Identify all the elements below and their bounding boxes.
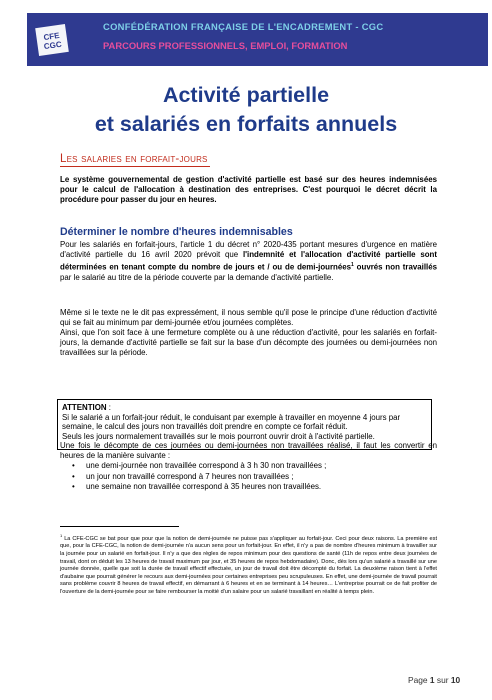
page-number <box>408 675 460 685</box>
footnote-number: 1 <box>60 533 63 538</box>
conversion-intro: Une fois le décompte de ces journées ou demi-journées non travaillées réalisé, il faut les convertir en heures de la manière suivante : <box>60 441 437 460</box>
header-subtitle: PARCOURS PROFESSIONNELS, EMPLOI, FORMATION <box>103 40 348 51</box>
svg-text:CGC: CGC <box>43 39 63 52</box>
footnote <box>60 532 437 597</box>
page-sep: sur <box>434 675 451 685</box>
list-item: • une demi-journée non travaillée correspond à 3 h 30 non travaillées ; <box>72 461 432 472</box>
closure-paragraph: Ainsi, que l'on soit face à une fermeture complète ou à une réduction d'activité, pour les salariés en forfait-jours, la demande d'activité partielle se fait sur la base d'un décompte des journées ou demi-journées non travaillées sur la période. <box>60 328 437 357</box>
decree-paragraph <box>60 240 437 283</box>
header-banner <box>27 13 488 66</box>
decree-text-a: Pour les salariés en forfait-jours, l'article 1 du décret n° 2020-435 portant mesures d'urgence en matière d'activité partielle du 16 avril 2020 prévoit que <box>60 240 437 259</box>
decree-text-bold-2: ouvrés non travaillés <box>353 262 437 272</box>
footnote-text: La CFE-CGC se bat pour que pour que la notion de demi-journée ne puisse pas s'appliquer au forfait-jour. Ceci pour deux raisons. La première est que, pour la CFE-CGC, la notion de demi-journée n'a aucun sens pour un forfait-jour. En effet, il n'y a pas de nombre d'heures minimum à travailler sur la journée pour un salarié en forfait-jour. Il n'y a que des règles de repos minimum pour des questions de santé (11h de repos entre deux journées de travail, dont on déduit les 13 heures de travail maximum par jour, et 35 heures de repos hebdomadaire). Donc, dès lors qu'un salarié a travaillé sur une journée donnée, quelle que soit la durée de travail effectif effectuée, un jour de travail doit être décompté du forfait. La deuxième raison tient à l'effet d'aubaine que pourrait générer le recours aux demi-journées pour certaines entreprises peu scrupuleuses. En effet, une demi-journée de travail pourrait sans problème couvrir 8 heures de travail effectif, en démarrant à 6 heures et en se terminant à 14 heures… L'entreprise pourrait ce de fait profiter de l'ouverture de la demi-journée pour se faire rembourser la moitié d'un salaire pour un salarié travaillant en réalité à temps plein. <box>60 535 437 596</box>
attention-colon: : <box>106 403 111 412</box>
footnote-ref[interactable]: 1 <box>351 262 354 268</box>
decree-text-d: par le salarié au titre de la période couverte par la demande d'activité partielle. <box>60 272 334 282</box>
footnote-separator <box>60 526 179 527</box>
page-prefix: Page <box>408 675 430 685</box>
conversion-list <box>72 461 432 493</box>
principle-paragraph: Même si le texte ne le dit pas expressément, il nous semble qu'il pose le principe d'une réduction d'activité qui se fait au minimum par demi-journée et/ou journées complètes. <box>60 308 437 327</box>
page-title-line1: Activité partielle <box>162 83 330 107</box>
attention-text-1: Si le salarié a un forfait-jour réduit, le conduisant par exemple à travailler en moyenne 4 jours par semaine, le calcul des jours non travaillés doit prendre en compte ce forfait réduit. <box>62 412 401 432</box>
svg-text:CFE: CFE <box>42 30 61 43</box>
section-heading-forfait-jours: Les salaries en forfait-jours <box>60 152 208 165</box>
attention-heading <box>62 403 431 413</box>
intro-paragraph: Le système gouvernemental de gestion d'activité partielle est basé sur des heures indemnisées pour le calcul de l'allocation à destination des entreprises. C'est pourquoi le décret décrit la procédure pour passer du jour en heures. <box>60 175 437 204</box>
org-name: CONFÉDÉRATION FRANÇAISE DE L'ENCADREMENT - CGC <box>103 21 384 32</box>
page-title-line2: et salariés en forfaits annuels <box>94 112 398 136</box>
list-item: • une semaine non travaillée correspond à 35 heures non travaillées. <box>72 482 432 493</box>
decree-text-bold: l'indemnité et l'allocation d'activité partielle sont déterminées en tenant compte du nombre de jours et / ou de demi-journées <box>60 250 437 272</box>
page-current: 1 <box>429 675 435 685</box>
section-heading-heures: Déterminer le nombre d'heures indemnisables <box>60 226 293 238</box>
cfe-cgc-logo-icon <box>34 22 70 58</box>
page-total: 10 <box>450 675 461 685</box>
attention-text-2: Seuls les jours normalement travaillés sur le mois pourront ouvrir droit à l'activité partielle. <box>62 431 375 441</box>
list-item: • un jour non travaillé correspond à 7 heures non travaillées ; <box>72 472 432 483</box>
attention-label: ATTENTION <box>62 403 107 412</box>
